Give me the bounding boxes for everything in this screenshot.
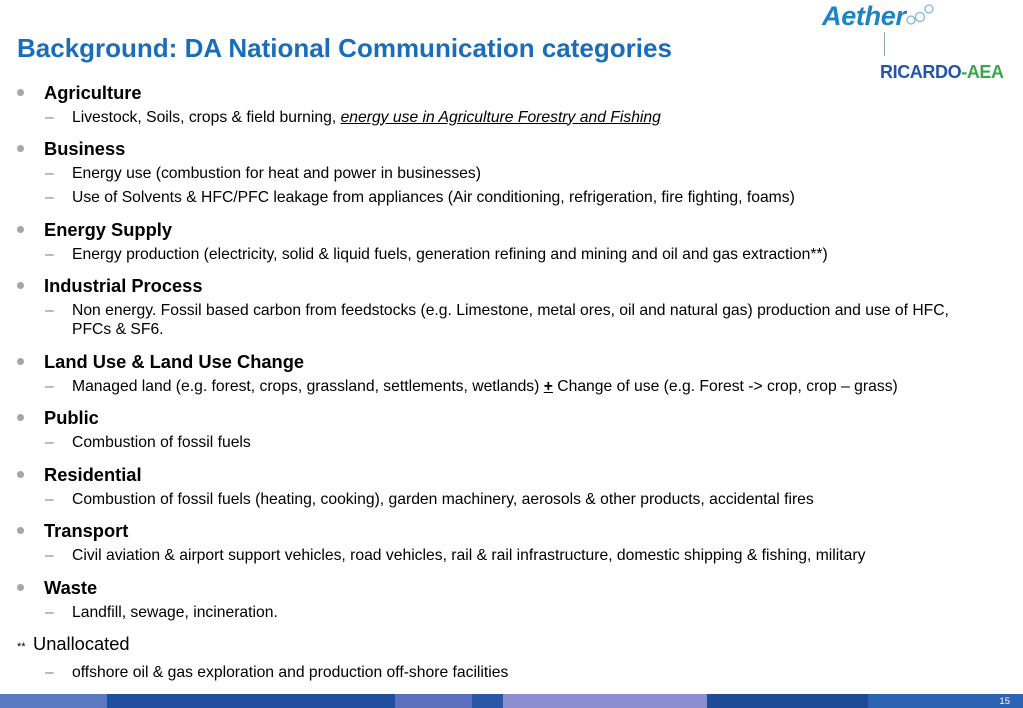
sub-bullet-dash: – <box>45 302 54 319</box>
footer-segment <box>472 694 503 708</box>
bullet-icon <box>17 358 24 365</box>
logo-divider <box>884 32 885 56</box>
sub-item <box>0 433 972 452</box>
category-heading-text: Residential <box>44 463 142 485</box>
unallocated-note <box>0 633 972 682</box>
category-heading-text: Waste <box>44 576 98 598</box>
category-heading-text: Land Use & Land Use Change <box>44 350 305 372</box>
category-heading-text: Transport <box>44 520 129 541</box>
ricardo-wordmark: RICARDO <box>880 62 962 82</box>
bullet-icon <box>17 584 24 591</box>
category-heading-text: Industrial Process <box>44 275 203 296</box>
sub-item <box>0 663 972 682</box>
sub-bullet-dash: – <box>45 245 54 263</box>
sub-bullet-dash: – <box>45 108 54 126</box>
footer-segment <box>395 694 472 708</box>
sub-bullet-dash: – <box>45 547 54 564</box>
category-business <box>0 138 972 207</box>
sub-item-text: Landfill, sewage, incineration. <box>72 603 278 621</box>
sub-bullet-dash: – <box>45 490 54 508</box>
sub-item <box>0 301 972 339</box>
sub-item <box>0 108 972 127</box>
sub-item <box>0 490 972 509</box>
sub-item-text: Combustion of fossil fuels (heating, cooking), garden machinery, aerosols & other products, accidental fires <box>72 490 814 508</box>
category-energy-supply <box>0 219 972 264</box>
bullet-icon <box>17 145 24 152</box>
footer-segment <box>0 694 107 708</box>
category-list <box>0 82 972 683</box>
sub-bullet-dash: – <box>45 603 54 621</box>
bullet-icon <box>17 282 24 289</box>
category-residential <box>0 464 972 509</box>
sub-item-text: Energy production (electricity, solid & liquid fuels, generation refining and mining and oil and gas extraction**) <box>72 245 828 263</box>
aether-rings-icon <box>904 1 938 29</box>
category-heading-text: Business <box>44 138 126 159</box>
footer-segment <box>707 694 868 708</box>
sub-item-text-after: Change of use (e.g. Forest -> crop, crop – grass) <box>552 377 898 395</box>
category-waste <box>0 577 972 622</box>
category-heading <box>0 82 972 103</box>
bullet-icon <box>17 471 24 478</box>
category-heading-text: Public <box>44 407 99 428</box>
aether-logo-wordmark: Aether <box>822 1 906 31</box>
sub-item-text: Non energy. Fossil based carbon from feedstocks (e.g. Limestone, metal ores, oil and natural gas) production and use of HFC, PFCs & SF6. <box>72 302 949 338</box>
sub-item <box>0 603 972 622</box>
category-agriculture <box>0 82 972 127</box>
footer-segment <box>503 694 707 708</box>
sub-item <box>0 546 972 565</box>
category-heading <box>0 464 972 485</box>
category-heading <box>0 577 972 598</box>
sub-item <box>0 245 972 264</box>
category-heading <box>0 351 972 372</box>
ricardo-aea-logo <box>880 62 1004 82</box>
slide-title: Background: DA National Communication categories <box>17 33 672 63</box>
footnote-marker: ** <box>17 641 26 653</box>
sub-bullet-dash: – <box>45 377 54 395</box>
category-land-use <box>0 351 972 396</box>
category-heading <box>0 275 972 296</box>
sub-item-text: Civil aviation & airport support vehicles, road vehicles, rail & rail infrastructure, domestic shipping & fishing, military <box>72 547 866 564</box>
sub-item-text: Combustion of fossil fuels <box>72 434 251 451</box>
category-transport <box>0 520 972 565</box>
bullet-icon <box>17 414 24 421</box>
page-number: 15 <box>999 696 1010 707</box>
sub-item <box>0 164 972 183</box>
bullet-icon <box>17 527 24 534</box>
category-heading-text: Energy Supply <box>44 218 172 240</box>
aea-wordmark: AEA <box>966 62 1004 82</box>
logo-separator: - <box>961 62 967 82</box>
sub-bullet-dash: – <box>45 664 54 681</box>
category-heading <box>0 520 972 541</box>
footer-segment <box>107 694 395 708</box>
sub-item <box>0 377 972 396</box>
bullet-icon <box>17 226 24 233</box>
sub-item-emphasis: + <box>543 377 553 395</box>
footer-bar <box>0 694 1023 708</box>
sub-item-text: Livestock, Soils, crops & field burning, <box>72 108 341 126</box>
category-public <box>0 407 972 452</box>
unallocated-heading <box>0 633 972 658</box>
sub-item-text: Managed land (e.g. forest, crops, grassland, settlements, wetlands) <box>72 377 544 395</box>
bullet-icon <box>17 89 24 96</box>
sub-item-emphasis: energy use in Agriculture Forestry and Fishing <box>340 108 661 126</box>
unallocated-heading-text: Unallocated <box>33 633 130 654</box>
sub-item-text: offshore oil & gas exploration and production off-shore facilities <box>72 664 509 681</box>
category-heading <box>0 407 972 428</box>
sub-bullet-dash: – <box>45 434 54 451</box>
sub-item-text: Energy use (combustion for heat and power in businesses) <box>72 165 481 182</box>
category-heading <box>0 138 972 159</box>
category-heading <box>0 219 972 240</box>
sub-bullet-dash: – <box>45 189 54 206</box>
sub-item-text: Use of Solvents & HFC/PFC leakage from appliances (Air conditioning, refrigeration, fire fighting, foams) <box>72 189 795 206</box>
sub-item <box>0 188 972 207</box>
sub-bullet-dash: – <box>45 165 54 182</box>
category-industrial-process <box>0 275 972 339</box>
category-heading-text: Agriculture <box>44 81 142 103</box>
